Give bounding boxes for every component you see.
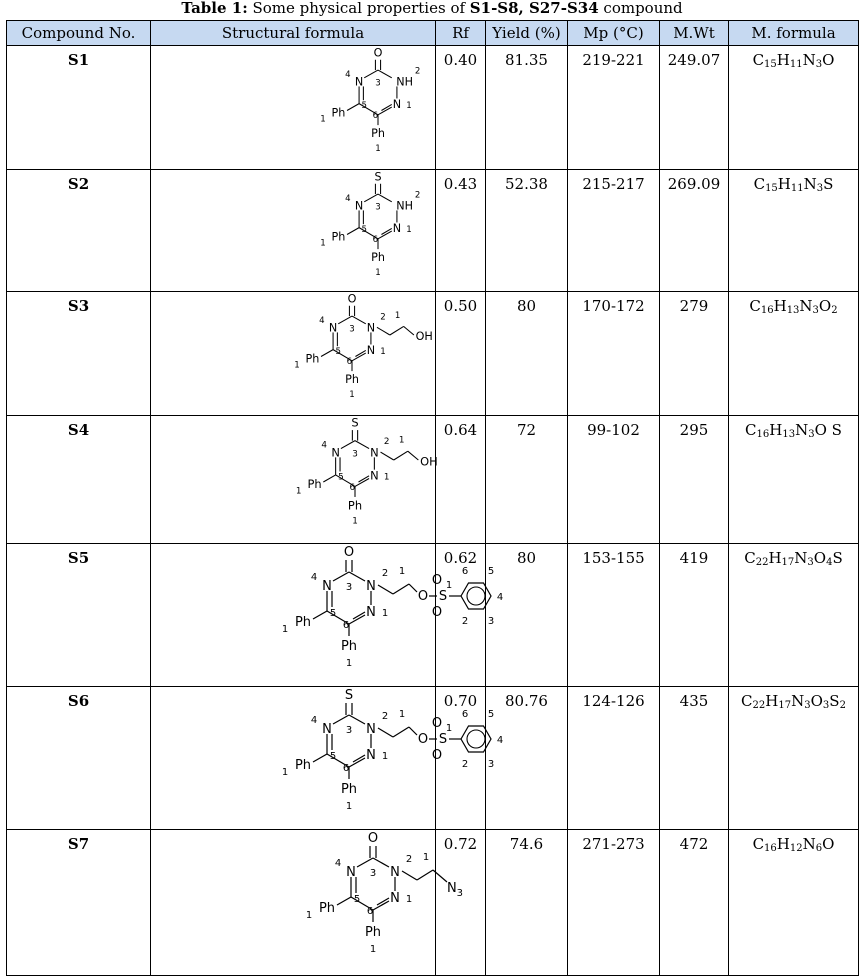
locant-label: 1 (422, 852, 430, 863)
compound-id-cell: S7 (7, 830, 151, 976)
phenyl-label: Ph (340, 639, 358, 654)
properties-table (6, 20, 859, 976)
formula-subscript: 3 (815, 59, 823, 70)
structure-cell (151, 46, 436, 170)
sulfonyl-oxygen: O (431, 605, 443, 620)
formula-element: H (769, 421, 783, 439)
bond-line (378, 728, 393, 737)
locant-label: 6 (342, 763, 350, 774)
azide-label: $N_3$ (446, 881, 464, 899)
rf-cell: 0.40 (436, 46, 486, 170)
locant-label: 1 (398, 566, 406, 577)
locant-label: 1 (349, 389, 355, 400)
bond-line (352, 316, 366, 324)
phenyl-label: Ph (340, 782, 358, 797)
bond-line (394, 451, 408, 460)
formula-element: C (744, 549, 756, 567)
structure-diagram (151, 292, 436, 408)
formula-element: H (773, 297, 787, 315)
header-mwt: M.Wt (660, 21, 729, 46)
locant-label: 3 (349, 324, 355, 335)
formula-element: O S (814, 421, 842, 439)
bond-line (408, 451, 419, 460)
locant-label: 3 (369, 868, 377, 879)
locant-label: 2 (405, 854, 413, 865)
n2-atom: N (390, 865, 400, 880)
formula-element: N (794, 549, 808, 567)
formula-subscript: 3 (816, 183, 824, 194)
header-compound-no: Compound No. (7, 21, 151, 46)
carbonyl-atom: O (373, 46, 383, 60)
locant-label: 1 (445, 723, 453, 734)
formula-element: H (776, 51, 790, 69)
yield-cell: 80 (486, 544, 568, 687)
molecular-formula-cell (729, 544, 859, 687)
formula-element: H (768, 549, 782, 567)
formula-element: C (745, 421, 757, 439)
carbonyl-atom: O (367, 831, 379, 846)
locant-label: 6 (372, 235, 379, 246)
bond-line (390, 326, 404, 335)
header-m-formula: M. formula (729, 21, 859, 46)
formula-element: O (810, 692, 823, 710)
phenyl-label: Ph (345, 373, 359, 387)
structure-cell (151, 416, 436, 544)
formula-element: O (822, 835, 835, 853)
yield-cell: 74.6 (486, 830, 568, 976)
locant-label: 1 (406, 100, 412, 111)
locant-label: 1 (381, 751, 389, 762)
locant-label: 4 (310, 572, 318, 583)
formula-subscript: 13 (782, 429, 796, 440)
formula-element: S (829, 692, 840, 710)
locant-label: 1 (369, 944, 377, 955)
phenyl-label: Ph (294, 615, 312, 630)
table-row (7, 687, 859, 830)
formula-subscript: 3 (812, 305, 819, 316)
formula-subscript: 16 (756, 429, 770, 440)
structure-cell (151, 170, 436, 292)
bond-line (347, 104, 359, 111)
locant-label: 6 (372, 111, 379, 122)
compound-id-cell: S2 (7, 170, 151, 292)
locant-label: 4 (334, 858, 342, 869)
formula-subscript: 16 (760, 305, 774, 316)
yield-cell: 81.35 (486, 46, 568, 170)
n2-atom: N (366, 722, 376, 737)
rf-cell: 0.70 (436, 687, 486, 830)
locant-label: 3 (487, 759, 495, 770)
header-mp: Mp (°C) (568, 21, 660, 46)
bond-line (378, 585, 393, 594)
phenyl-label: Ph (331, 230, 346, 244)
locant-label: 1 (381, 608, 389, 619)
formula-element: N (795, 421, 809, 439)
n2-atom: N (366, 579, 376, 594)
nh-atom: NH (396, 199, 414, 213)
locant-label: 6 (461, 566, 469, 577)
locant-label: 2 (380, 312, 386, 323)
mp-cell: 124-126 (568, 687, 660, 830)
molecular-formula-cell (729, 830, 859, 976)
locant-label: 5 (329, 751, 337, 762)
mp-cell: 219-221 (568, 46, 660, 170)
bond-line (377, 327, 390, 335)
molecular-formula-cell (729, 416, 859, 544)
caption-bold-range: S1-S8, S27-S34 (469, 0, 599, 17)
bond-line (341, 441, 355, 449)
locant-label: 5 (338, 472, 344, 483)
formula-element: H (776, 835, 790, 853)
locant-label: 5 (353, 894, 361, 905)
azide-subscript: 3 (456, 888, 464, 899)
locant-label: 6 (461, 709, 469, 720)
locant-label: 2 (383, 437, 390, 448)
bond-line (333, 572, 349, 581)
header-row (7, 21, 859, 46)
carbonyl-atom: S (344, 688, 354, 703)
mp-cell: 271-273 (568, 830, 660, 976)
rf-cell: 0.72 (436, 830, 486, 976)
formula-subscript: 17 (778, 700, 792, 711)
yield-cell: 80 (486, 292, 568, 416)
sulfonyl-oxygen: O (431, 748, 443, 763)
locant-label: 1 (405, 894, 413, 905)
locant-label: 1 (398, 709, 406, 720)
compound-id-cell: S1 (7, 46, 151, 170)
locant-label: 5 (487, 709, 495, 720)
carbonyl-atom: O (343, 545, 355, 560)
locant-label: 1 (394, 310, 401, 321)
bond-line (393, 584, 409, 594)
formula-subscript: 3 (807, 557, 814, 568)
molecular-formula-cell (729, 292, 859, 416)
formula-element: S (823, 175, 834, 193)
locant-label: 3 (375, 78, 381, 89)
bond-line (381, 452, 394, 460)
formula-element: C (752, 835, 765, 853)
formula-element: N (799, 297, 813, 315)
locant-label: 1 (375, 267, 381, 278)
locant-label: 1 (406, 224, 412, 235)
bond-line (409, 584, 417, 592)
bond-line (323, 475, 335, 482)
molecular-formula-cell (729, 46, 859, 170)
carbonyl-atom: S (374, 170, 382, 184)
locant-label: 6 (366, 906, 374, 917)
compound-id-cell: S6 (7, 687, 151, 830)
locant-label: 1 (375, 143, 381, 154)
rf-cell: 0.50 (436, 292, 486, 416)
phenyl-label: Ph (331, 106, 346, 120)
formula-subscript: 22 (752, 700, 766, 711)
table-row (7, 830, 859, 976)
locant-label: 5 (329, 608, 337, 619)
formula-element: N (791, 692, 805, 710)
bond-line (364, 70, 378, 78)
structure-diagram (151, 170, 436, 284)
molecular-formula-cell (729, 170, 859, 292)
locant-label: 2 (461, 759, 469, 770)
sulfur-atom: S (438, 589, 448, 604)
molecular-formula-cell (729, 687, 859, 830)
caption-text-1: Some physical properties of (247, 0, 470, 17)
locant-label: 3 (345, 582, 353, 593)
locant-label: 1 (380, 346, 386, 357)
ester-oxygen: O (417, 589, 429, 604)
locant-label: 2 (381, 711, 389, 722)
formula-subscript: 3 (804, 700, 811, 711)
locant-label: 3 (375, 202, 381, 213)
compound-id-cell: S3 (7, 292, 151, 416)
locant-label: 6 (349, 482, 356, 493)
sulfur-atom: S (438, 732, 448, 747)
formula-subscript: 2 (831, 305, 838, 316)
formula-element: O (822, 51, 835, 69)
n1-atom: N (370, 468, 379, 483)
rf-cell: 0.43 (436, 170, 486, 292)
header-rf: Rf (436, 21, 486, 46)
n4-atom: N (346, 865, 356, 880)
bond-line (337, 897, 351, 905)
locant-label: 5 (361, 100, 367, 111)
caption-prefix: Table 1: (181, 0, 248, 17)
phenyl-label: Ph (347, 498, 363, 513)
formula-element: C (752, 51, 765, 69)
locant-label: 1 (445, 580, 453, 591)
phenyl-label: Ph (307, 477, 322, 492)
locant-label: 2 (414, 66, 421, 77)
formula-subscript: 22 (755, 557, 769, 568)
hydroxyl-label: OH (415, 330, 433, 344)
bond-line (347, 228, 359, 235)
table-row (7, 292, 859, 416)
mwt-cell: 269.09 (660, 170, 729, 292)
formula-element: N (802, 835, 816, 853)
sulfonyl-oxygen: O (431, 716, 443, 731)
bond-line (417, 870, 433, 880)
locant-label: 1 (281, 767, 289, 778)
formula-subscript: 12 (789, 843, 803, 854)
mp-cell: 170-172 (568, 292, 660, 416)
phenyl-label: Ph (371, 251, 385, 265)
n4-atom: N (322, 579, 332, 594)
n2-atom: N (366, 321, 376, 335)
n1-atom: N (392, 97, 402, 111)
formula-subscript: 4 (826, 557, 833, 568)
bond-line (378, 70, 392, 78)
formula-subscript: 15 (764, 59, 777, 70)
bond-line (409, 727, 417, 735)
bond-line (321, 350, 333, 357)
locant-label: 6 (342, 620, 350, 631)
phenyl-label: Ph (294, 758, 312, 773)
bond-line (355, 441, 369, 449)
n4-atom: N (331, 445, 340, 460)
formula-element: O (813, 549, 827, 567)
bond-line (313, 754, 327, 762)
locant-label: 6 (346, 357, 353, 368)
hydroxyl-label: OH (420, 454, 438, 469)
formula-subscript: 15 (765, 183, 778, 194)
structure-cell (151, 292, 436, 416)
locant-label: 4 (496, 592, 504, 603)
bond-line (338, 316, 352, 324)
bond-line (333, 715, 349, 724)
locant-label: 1 (345, 801, 353, 812)
locant-label: 1 (352, 516, 358, 527)
mwt-cell: 419 (660, 544, 729, 687)
n4-atom: N (322, 722, 332, 737)
bond-line (364, 194, 378, 202)
rf-cell: 0.64 (436, 416, 486, 544)
locant-label: 2 (414, 190, 421, 201)
table-row (7, 416, 859, 544)
table-caption (0, 0, 864, 17)
locant-label: 1 (320, 238, 326, 249)
locant-label: 3 (352, 449, 358, 460)
bond-line (402, 871, 417, 880)
formula-element: N (803, 175, 817, 193)
bond-line (404, 326, 414, 335)
formula-subscript: 11 (790, 183, 804, 194)
locant-label: 4 (345, 69, 351, 80)
formula-element: H (777, 175, 791, 193)
phenyl-label: Ph (364, 925, 382, 940)
locant-label: 5 (335, 346, 341, 357)
phenyl-label: Ph (371, 127, 385, 141)
n1-atom: N (366, 605, 376, 620)
locant-label: 3 (487, 616, 495, 627)
mp-cell: 215-217 (568, 170, 660, 292)
table-row (7, 544, 859, 687)
yield-cell: 52.38 (486, 170, 568, 292)
n1-atom: N (366, 343, 376, 357)
header-yield: Yield (%) (486, 21, 568, 46)
n4-atom: N (328, 321, 338, 335)
locant-label: 1 (345, 658, 353, 669)
locant-label: 2 (381, 568, 389, 579)
mp-cell: 153-155 (568, 544, 660, 687)
n1-atom: N (392, 221, 402, 235)
sulfonyl-oxygen: O (431, 573, 443, 588)
locant-label: 1 (281, 624, 289, 635)
bond-line (373, 858, 389, 867)
formula-element: O (818, 297, 832, 315)
formula-element: C (741, 692, 753, 710)
locant-label: 2 (461, 616, 469, 627)
bond-line (349, 715, 365, 724)
bond-line (357, 858, 373, 867)
mwt-cell: 279 (660, 292, 729, 416)
locant-label: 5 (487, 566, 495, 577)
mwt-cell: 249.07 (660, 46, 729, 170)
locant-label: 4 (310, 715, 318, 726)
nh-atom: NH (396, 75, 414, 89)
carbonyl-atom: O (347, 292, 357, 306)
mwt-cell: 472 (660, 830, 729, 976)
formula-subscript: 3 (822, 700, 830, 711)
formula-subscript: 16 (764, 843, 777, 854)
caption-text-2: compound (598, 0, 683, 17)
locant-label: 4 (345, 193, 351, 204)
n2-atom: N (370, 445, 379, 460)
formula-subscript: 6 (815, 843, 823, 854)
compound-id-cell: S5 (7, 544, 151, 687)
yield-cell: 80.76 (486, 687, 568, 830)
formula-element: N (802, 51, 816, 69)
table-row (7, 46, 859, 170)
formula-subscript: 13 (786, 305, 800, 316)
structure-diagram (151, 416, 436, 536)
phenyl-label: Ph (318, 901, 336, 916)
ester-oxygen: O (417, 732, 429, 747)
formula-element: S (832, 549, 843, 567)
locant-label: 4 (319, 315, 325, 326)
locant-label: 5 (361, 224, 367, 235)
locant-label: 4 (321, 440, 328, 451)
formula-subscript: 11 (789, 59, 803, 70)
formula-subscript: 2 (839, 700, 846, 711)
header-structural-formula: Structural formula (151, 21, 436, 46)
yield-cell: 72 (486, 416, 568, 544)
locant-label: 4 (496, 735, 504, 746)
formula-subscript: 17 (781, 557, 795, 568)
locant-label: 1 (320, 114, 326, 125)
locant-label: 1 (383, 472, 390, 483)
formula-element: H (765, 692, 779, 710)
locant-label: 1 (294, 360, 300, 371)
mwt-cell: 435 (660, 687, 729, 830)
n4-atom: N (354, 75, 364, 89)
mwt-cell: 295 (660, 416, 729, 544)
bond-line (349, 572, 365, 581)
compound-id-cell: S4 (7, 416, 151, 544)
locant-label: 1 (305, 910, 313, 921)
formula-element: C (753, 175, 766, 193)
formula-subscript: 3 (808, 429, 815, 440)
phenyl-label: Ph (305, 352, 320, 366)
locant-label: 3 (345, 725, 353, 736)
n1-atom: N (390, 891, 400, 906)
mp-cell: 99-102 (568, 416, 660, 544)
n4-atom: N (354, 199, 364, 213)
locant-label: 1 (295, 486, 302, 497)
locant-label: 1 (398, 435, 405, 446)
rf-cell: 0.62 (436, 544, 486, 687)
structure-diagram (151, 46, 436, 162)
table-row (7, 170, 859, 292)
bond-line (393, 727, 409, 737)
n1-atom: N (366, 748, 376, 763)
bond-line (378, 194, 392, 202)
bond-line (313, 611, 327, 619)
formula-element: C (749, 297, 761, 315)
carbonyl-atom: S (351, 415, 359, 430)
